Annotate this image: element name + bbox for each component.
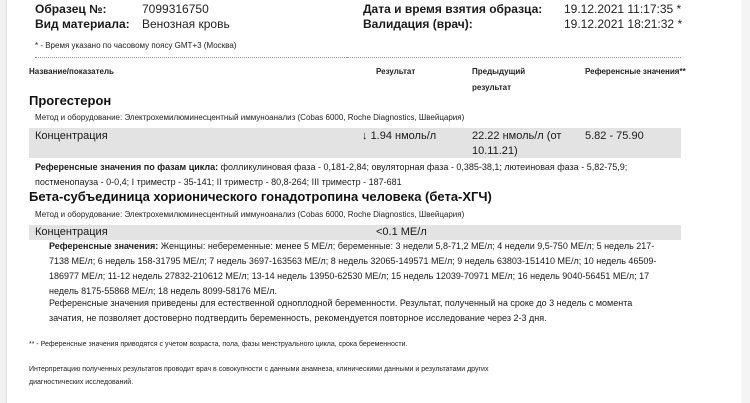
- reference-note-bhcg: [49, 239, 671, 299]
- result-row-progesterone: [29, 128, 681, 158]
- reference-progesterone: 5.82 - 75.90: [585, 130, 644, 142]
- result-value: 1.94 нмоль/л: [370, 130, 437, 142]
- timezone-note: * - Время указано по часовому поясу GMT+3 (Москва): [35, 41, 237, 50]
- interpretation-note: Интерпретацию полученных результатов проводит врач в совокупности с данными анамнеза, клиническими данными и результатами других диагностических исследований.: [29, 366, 489, 386]
- method-progesterone: Метод и оборудование: Электрохемилюминесцентный иммуноанализ (Cobas 6000, Roche Diagnostics, Швейцария): [35, 113, 465, 122]
- result-progesterone: [362, 129, 436, 144]
- previous-result-line1: 22.22 нмоль/л (от: [472, 130, 562, 142]
- parameter-label: Концентрация: [35, 130, 108, 142]
- previous-result-line2: 10.11.21): [472, 145, 518, 157]
- material-value: Венозная кровь: [142, 17, 230, 31]
- reference-footnote: ** - Референсные значения приводятся с учетом возраста, пола, фазы менструального цикла, срока беременности.: [29, 341, 408, 348]
- parameter-label: Концентрация: [35, 226, 108, 238]
- result-bhcg: <0.1 МЕ/л: [376, 226, 427, 238]
- column-header-result: Результат: [376, 67, 416, 76]
- reference-note-label: Референсные значения по фазам цикла:: [35, 162, 219, 172]
- sampling-datetime-value: 19.12.2021 11:17:35 *: [564, 2, 682, 16]
- sample-number-label: Образец №:: [35, 2, 107, 16]
- reference-note-text: Женщины: небеременные: менее 5 МЕ/л; беременные: 3 недели 5,8-71,2 МЕ/л; 4 недели 9,5-750 МЕ/л; 5 недель 217-7138 МЕ/л; 6 недель 158-31795 МЕ/л; 7 недель 3697-163563 МЕ/л; 8 недель 32065-149571 МЕ/л; 9 недель 63803-151410 МЕ/л; 10 недель 46509-186977 МЕ/л; 11-12 недель 27832-210612 МЕ/л; 13-14 недель 13950-62530 МЕ/л; 15 недель 12039-70971 МЕ/л; 16 недель 9040-56451 МЕ/л; 17 недель 8175-55868 МЕ/л; 18 недель 8099-58176 МЕ/л.: [49, 241, 657, 296]
- column-header-previous-line2: результат: [472, 83, 512, 92]
- previous-result-progesterone: [472, 129, 561, 159]
- low-arrow-icon: ↓: [362, 130, 368, 142]
- reference-note-progesterone: [35, 160, 671, 190]
- sample-number-value: 7099316750: [142, 2, 209, 16]
- scrollbar[interactable]: [741, 0, 750, 403]
- test-title-bhcg: Бета-субъединица хорионического гонадотропина человека (бета-ХГЧ): [29, 189, 492, 204]
- divider: [347, 57, 681, 58]
- column-header-name: Название/показатель: [29, 67, 114, 76]
- method-bhcg: Метод и оборудование: Электрохемилюминесцентный иммуноанализ (Cobas 6000, Roche Diagnostics, Швейцария): [35, 210, 465, 219]
- reference-note-label: Референсные значения:: [49, 241, 159, 251]
- material-label: Вид материала:: [35, 17, 130, 31]
- reference-note-extra-bhcg: Референсные значения приведены для естественной одноплодной беременности. Результат, полученный на сроке до 3 недель с момента зачатия, не позволяет достоверно подтвердить беременность, рекомендуется повторное исследование через 2-3 дня.: [49, 298, 633, 323]
- sampling-datetime-label: Дата и время взятия образца:: [363, 2, 543, 16]
- validation-value: 19.12.2021 18:21:32 *: [564, 17, 683, 31]
- column-header-reference: Референсные значения**: [585, 67, 686, 76]
- column-header-previous: [472, 64, 525, 96]
- column-header-previous-line1: Предыдущий: [472, 67, 526, 76]
- lab-report-page: [6, 0, 742, 403]
- test-title-progesterone: Прогестерон: [29, 93, 112, 108]
- divider: [35, 57, 347, 58]
- result-row-bhcg: [29, 225, 681, 240]
- validation-label: Валидация (врач):: [363, 17, 473, 31]
- reference-note-text: фолликулиновая фаза - 0,181-2,84; овуляторная фаза - 0,385-38,1; лютеиновая фаза - 5,82-75,9; постменопауза - 0-0,4; I триместр - 35-141; II триместр - 80,8-264; III триместр - 187-681: [35, 162, 628, 187]
